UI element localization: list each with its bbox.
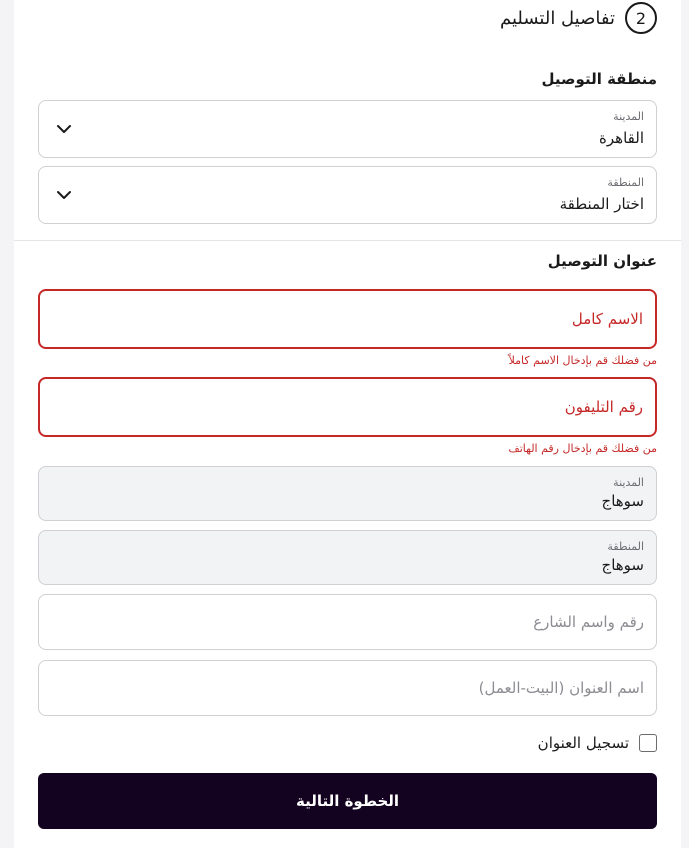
address-city-value: سوهاج bbox=[601, 492, 644, 510]
save-address-checkbox[interactable] bbox=[639, 734, 657, 752]
delivery-address-title: عنوان التوصيل bbox=[547, 252, 657, 270]
save-address-row[interactable] bbox=[538, 734, 657, 752]
step-header bbox=[500, 2, 657, 34]
address-city-label: المدينة bbox=[613, 476, 644, 489]
address-city-field bbox=[38, 466, 657, 521]
city-select[interactable] bbox=[38, 100, 657, 158]
step-title: تفاصيل التسليم bbox=[499, 7, 615, 29]
street-input[interactable] bbox=[38, 594, 657, 650]
address-area-label: المنطقة bbox=[607, 540, 644, 553]
delivery-details-panel bbox=[14, 0, 681, 848]
full-name-input[interactable] bbox=[38, 289, 657, 349]
step-number-badge: 2 bbox=[625, 2, 657, 34]
chevron-down-icon bbox=[55, 186, 73, 204]
phone-error: من فضلك قم بإدخال رقم الهاتف bbox=[508, 442, 657, 455]
address-name-input[interactable] bbox=[38, 660, 657, 716]
city-select-value: القاهرة bbox=[599, 129, 644, 147]
phone-placeholder: رقم التليفون bbox=[564, 398, 643, 416]
area-select-value: اختار المنطقة bbox=[559, 195, 644, 213]
chevron-down-icon bbox=[55, 120, 73, 138]
full-name-placeholder: الاسم كامل bbox=[571, 310, 643, 328]
next-step-button[interactable]: الخطوة التالية bbox=[38, 773, 657, 829]
phone-input[interactable] bbox=[38, 377, 657, 437]
address-name-placeholder: اسم العنوان (البيت-العمل) bbox=[478, 679, 644, 697]
delivery-area-title: منطقة التوصيل bbox=[541, 70, 657, 88]
area-select-label: المنطقة bbox=[607, 176, 644, 189]
save-address-label: تسجيل العنوان bbox=[537, 734, 629, 752]
city-select-label: المدينة bbox=[613, 110, 644, 123]
address-area-field bbox=[38, 530, 657, 585]
street-placeholder: رقم واسم الشارع bbox=[533, 613, 644, 631]
area-select[interactable] bbox=[38, 166, 657, 224]
full-name-error: من فضلك قم بإدخال الاسم كاملاً bbox=[508, 354, 657, 367]
address-area-value: سوهاج bbox=[601, 556, 644, 574]
section-divider bbox=[14, 240, 681, 241]
